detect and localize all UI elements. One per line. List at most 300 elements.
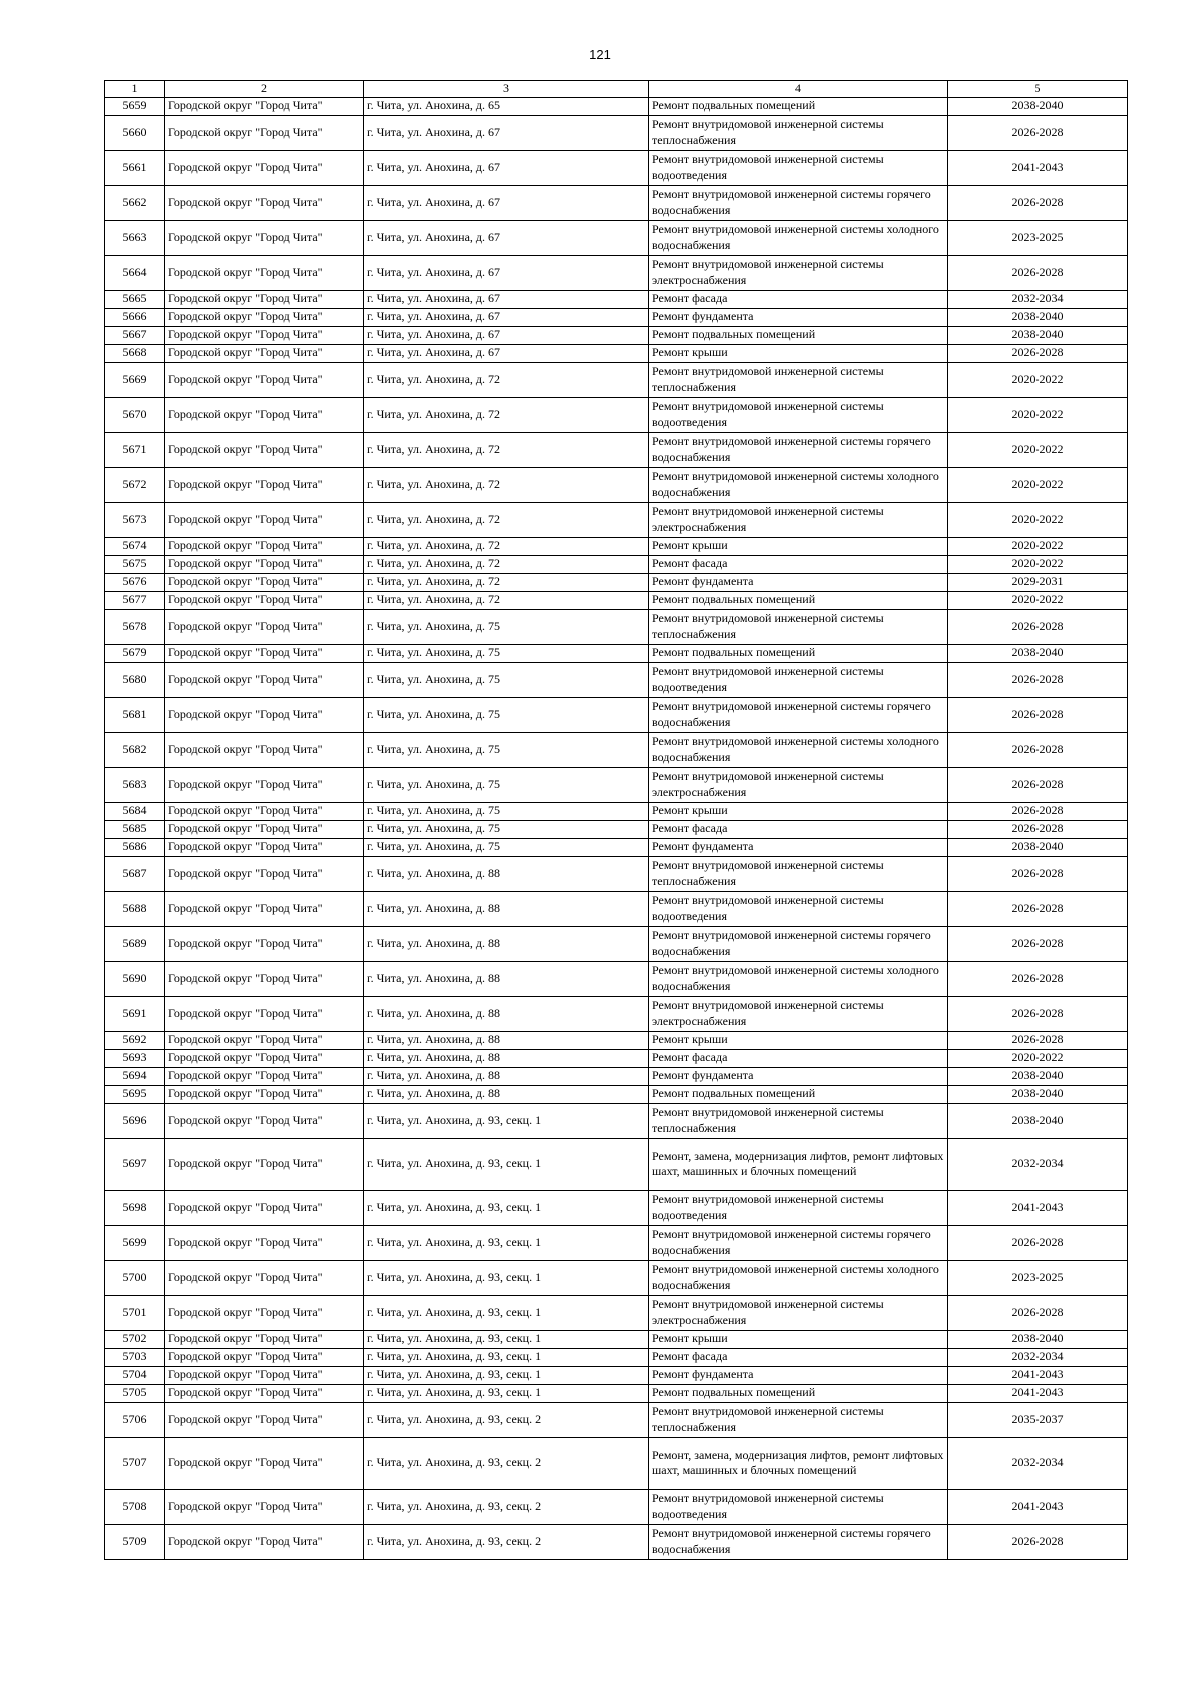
work-type-cell: Ремонт фасада: [649, 1348, 948, 1366]
work-type-cell: Ремонт внутридомовой инженерной системы водоотведения: [649, 397, 948, 432]
municipality-cell: Городской округ "Город Чита": [165, 1437, 364, 1489]
period-cell: 2026-2028: [948, 662, 1128, 697]
address-cell: г. Чита, ул. Анохина, д. 88: [364, 926, 649, 961]
period-cell: 2026-2028: [948, 115, 1128, 150]
period-cell: 2023-2025: [948, 1260, 1128, 1295]
row-number-cell: 5707: [105, 1437, 165, 1489]
work-type-cell: Ремонт внутридомовой инженерной системы горячего водоснабжения: [649, 926, 948, 961]
address-cell: г. Чита, ул. Анохина, д. 88: [364, 996, 649, 1031]
address-cell: г. Чита, ул. Анохина, д. 93, секц. 2: [364, 1524, 649, 1559]
period-cell: 2026-2028: [948, 996, 1128, 1031]
row-number-cell: 5679: [105, 644, 165, 662]
work-type-cell: Ремонт фундамента: [649, 1067, 948, 1085]
page-number: 121: [589, 47, 611, 62]
work-type-cell: Ремонт внутридомовой инженерной системы теплоснабжения: [649, 115, 948, 150]
municipality-cell: Городской округ "Город Чита": [165, 926, 364, 961]
period-cell: 2026-2028: [948, 1225, 1128, 1260]
period-cell: 2035-2037: [948, 1402, 1128, 1437]
work-type-cell: Ремонт внутридомовой инженерной системы водоотведения: [649, 1190, 948, 1225]
table-row: [105, 1330, 1128, 1348]
table-row: [105, 502, 1128, 537]
period-cell: 2020-2022: [948, 362, 1128, 397]
work-type-cell: Ремонт внутридомовой инженерной системы теплоснабжения: [649, 362, 948, 397]
row-number-cell: 5661: [105, 150, 165, 185]
table-row: [105, 537, 1128, 555]
period-cell: 2038-2040: [948, 644, 1128, 662]
table-row: [105, 220, 1128, 255]
address-cell: г. Чита, ул. Анохина, д. 93, секц. 1: [364, 1190, 649, 1225]
period-cell: 2026-2028: [948, 732, 1128, 767]
work-type-cell: Ремонт фундамента: [649, 1366, 948, 1384]
work-type-cell: Ремонт фасада: [649, 1049, 948, 1067]
work-type-cell: Ремонт внутридомовой инженерной системы электроснабжения: [649, 996, 948, 1031]
address-cell: г. Чита, ул. Анохина, д. 88: [364, 891, 649, 926]
row-number-cell: 5704: [105, 1366, 165, 1384]
work-type-cell: Ремонт внутридомовой инженерной системы водоотведения: [649, 662, 948, 697]
row-number-cell: 5678: [105, 609, 165, 644]
municipality-cell: Городской округ "Город Чита": [165, 856, 364, 891]
table-row: [105, 838, 1128, 856]
period-cell: 2026-2028: [948, 697, 1128, 732]
table-row: [105, 1489, 1128, 1524]
address-cell: г. Чита, ул. Анохина, д. 93, секц. 1: [364, 1366, 649, 1384]
work-type-cell: Ремонт внутридомовой инженерной системы водоотведения: [649, 1489, 948, 1524]
table-row: [105, 115, 1128, 150]
table-row: [105, 591, 1128, 609]
address-cell: г. Чита, ул. Анохина, д. 88: [364, 1067, 649, 1085]
address-cell: г. Чита, ул. Анохина, д. 93, секц. 2: [364, 1437, 649, 1489]
row-number-cell: 5682: [105, 732, 165, 767]
work-type-cell: Ремонт подвальных помещений: [649, 97, 948, 115]
period-cell: 2026-2028: [948, 767, 1128, 802]
row-number-cell: 5676: [105, 573, 165, 591]
municipality-cell: Городской округ "Город Чита": [165, 555, 364, 573]
table-row: [105, 1437, 1128, 1489]
table-row: [105, 926, 1128, 961]
period-cell: 2020-2022: [948, 502, 1128, 537]
period-cell: 2026-2028: [948, 891, 1128, 926]
row-number-cell: 5687: [105, 856, 165, 891]
municipality-cell: Городской округ "Город Чита": [165, 1384, 364, 1402]
work-type-cell: Ремонт внутридомовой инженерной системы водоотведения: [649, 150, 948, 185]
table-row: [105, 1085, 1128, 1103]
municipality-cell: Городской округ "Город Чита": [165, 1348, 364, 1366]
row-number-cell: 5672: [105, 467, 165, 502]
row-number-cell: 5683: [105, 767, 165, 802]
table-row: [105, 1225, 1128, 1260]
municipality-cell: Городской округ "Город Чита": [165, 1067, 364, 1085]
row-number-cell: 5689: [105, 926, 165, 961]
work-type-cell: Ремонт фасада: [649, 290, 948, 308]
address-cell: г. Чита, ул. Анохина, д. 72: [364, 591, 649, 609]
period-cell: 2026-2028: [948, 1524, 1128, 1559]
municipality-cell: Городской округ "Город Чита": [165, 1190, 364, 1225]
table-row: [105, 820, 1128, 838]
municipality-cell: Городской округ "Город Чита": [165, 1489, 364, 1524]
period-cell: 2020-2022: [948, 432, 1128, 467]
address-cell: г. Чита, ул. Анохина, д. 67: [364, 308, 649, 326]
municipality-cell: Городской округ "Город Чита": [165, 185, 364, 220]
row-number-cell: 5667: [105, 326, 165, 344]
table-row: [105, 1067, 1128, 1085]
work-type-cell: Ремонт внутридомовой инженерной системы теплоснабжения: [649, 609, 948, 644]
table-row: [105, 1049, 1128, 1067]
period-cell: 2026-2028: [948, 185, 1128, 220]
address-cell: г. Чита, ул. Анохина, д. 75: [364, 767, 649, 802]
municipality-cell: Городской округ "Город Чита": [165, 220, 364, 255]
table-row: [105, 1190, 1128, 1225]
address-cell: г. Чита, ул. Анохина, д. 67: [364, 326, 649, 344]
period-cell: 2038-2040: [948, 1067, 1128, 1085]
work-type-cell: Ремонт подвальных помещений: [649, 1384, 948, 1402]
municipality-cell: Городской округ "Город Чита": [165, 326, 364, 344]
period-cell: 2020-2022: [948, 1049, 1128, 1067]
address-cell: г. Чита, ул. Анохина, д. 67: [364, 344, 649, 362]
work-type-cell: Ремонт внутридомовой инженерной системы теплоснабжения: [649, 856, 948, 891]
work-type-cell: Ремонт, замена, модернизация лифтов, ремонт лифтовых шахт, машинных и блочных помещений: [649, 1437, 948, 1489]
row-number-cell: 5695: [105, 1085, 165, 1103]
row-number-cell: 5665: [105, 290, 165, 308]
municipality-cell: Городской округ "Город Чита": [165, 467, 364, 502]
municipality-cell: Городской округ "Город Чита": [165, 1049, 364, 1067]
work-type-cell: Ремонт внутридомовой инженерной системы теплоснабжения: [649, 1103, 948, 1138]
row-number-cell: 5701: [105, 1295, 165, 1330]
work-type-cell: Ремонт фундамента: [649, 308, 948, 326]
period-cell: 2026-2028: [948, 820, 1128, 838]
row-number-cell: 5681: [105, 697, 165, 732]
period-cell: 2020-2022: [948, 591, 1128, 609]
table-row: [105, 97, 1128, 115]
municipality-cell: Городской округ "Город Чита": [165, 432, 364, 467]
municipality-cell: Городской округ "Город Чита": [165, 397, 364, 432]
header-col-4: 4: [649, 81, 948, 98]
period-cell: 2026-2028: [948, 1295, 1128, 1330]
address-cell: г. Чита, ул. Анохина, д. 67: [364, 255, 649, 290]
work-type-cell: Ремонт внутридомовой инженерной системы горячего водоснабжения: [649, 1225, 948, 1260]
address-cell: г. Чита, ул. Анохина, д. 72: [364, 467, 649, 502]
work-type-cell: Ремонт подвальных помещений: [649, 326, 948, 344]
table-row: [105, 1348, 1128, 1366]
row-number-cell: 5700: [105, 1260, 165, 1295]
table-row: [105, 1260, 1128, 1295]
address-cell: г. Чита, ул. Анохина, д. 67: [364, 220, 649, 255]
table-row: [105, 891, 1128, 926]
row-number-cell: 5675: [105, 555, 165, 573]
table-row: [105, 308, 1128, 326]
address-cell: г. Чита, ул. Анохина, д. 93, секц. 1: [364, 1330, 649, 1348]
municipality-cell: Городской округ "Город Чита": [165, 362, 364, 397]
period-cell: 2032-2034: [948, 290, 1128, 308]
municipality-cell: Городской округ "Город Чита": [165, 255, 364, 290]
address-cell: г. Чита, ул. Анохина, д. 88: [364, 961, 649, 996]
row-number-cell: 5703: [105, 1348, 165, 1366]
table-row: [105, 961, 1128, 996]
work-type-cell: Ремонт крыши: [649, 344, 948, 362]
municipality-cell: Городской округ "Город Чита": [165, 1366, 364, 1384]
municipality-cell: Городской округ "Город Чита": [165, 308, 364, 326]
period-cell: 2020-2022: [948, 537, 1128, 555]
work-type-cell: Ремонт фасада: [649, 555, 948, 573]
row-number-cell: 5677: [105, 591, 165, 609]
work-type-cell: Ремонт фундамента: [649, 838, 948, 856]
row-number-cell: 5685: [105, 820, 165, 838]
work-type-cell: Ремонт крыши: [649, 1330, 948, 1348]
work-type-cell: Ремонт внутридомовой инженерной системы холодного водоснабжения: [649, 1260, 948, 1295]
municipality-cell: Городской округ "Город Чита": [165, 115, 364, 150]
table-row: [105, 1402, 1128, 1437]
header-row: [105, 81, 1128, 98]
row-number-cell: 5708: [105, 1489, 165, 1524]
row-number-cell: 5670: [105, 397, 165, 432]
row-number-cell: 5666: [105, 308, 165, 326]
municipality-cell: Городской округ "Город Чита": [165, 537, 364, 555]
address-cell: г. Чита, ул. Анохина, д. 67: [364, 290, 649, 308]
row-number-cell: 5705: [105, 1384, 165, 1402]
table-row: [105, 326, 1128, 344]
address-cell: г. Чита, ул. Анохина, д. 72: [364, 362, 649, 397]
row-number-cell: 5699: [105, 1225, 165, 1260]
table-row: [105, 397, 1128, 432]
address-cell: г. Чита, ул. Анохина, д. 93, секц. 2: [364, 1402, 649, 1437]
municipality-cell: Городской округ "Город Чита": [165, 1031, 364, 1049]
period-cell: 2032-2034: [948, 1348, 1128, 1366]
table-row: [105, 432, 1128, 467]
table-row: [105, 185, 1128, 220]
work-type-cell: Ремонт внутридомовой инженерной системы горячего водоснабжения: [649, 697, 948, 732]
table-row: [105, 1295, 1128, 1330]
table-row: [105, 150, 1128, 185]
period-cell: 2038-2040: [948, 326, 1128, 344]
municipality-cell: Городской округ "Город Чита": [165, 1103, 364, 1138]
table-row: [105, 1366, 1128, 1384]
header-col-2: 2: [165, 81, 364, 98]
table-row: [105, 644, 1128, 662]
row-number-cell: 5690: [105, 961, 165, 996]
address-cell: г. Чита, ул. Анохина, д. 93, секц. 1: [364, 1103, 649, 1138]
address-cell: г. Чита, ул. Анохина, д. 65: [364, 97, 649, 115]
address-cell: г. Чита, ул. Анохина, д. 93, секц. 1: [364, 1295, 649, 1330]
address-cell: г. Чита, ул. Анохина, д. 75: [364, 644, 649, 662]
row-number-cell: 5702: [105, 1330, 165, 1348]
row-number-cell: 5684: [105, 802, 165, 820]
address-cell: г. Чита, ул. Анохина, д. 75: [364, 838, 649, 856]
municipality-cell: Городской округ "Город Чита": [165, 1330, 364, 1348]
table-row: [105, 1524, 1128, 1559]
period-cell: 2038-2040: [948, 97, 1128, 115]
municipality-cell: Городской округ "Город Чита": [165, 1402, 364, 1437]
address-cell: г. Чита, ул. Анохина, д. 72: [364, 573, 649, 591]
municipality-cell: Городской округ "Город Чита": [165, 344, 364, 362]
address-cell: г. Чита, ул. Анохина, д. 72: [364, 502, 649, 537]
table-row: [105, 1138, 1128, 1190]
address-cell: г. Чита, ул. Анохина, д. 75: [364, 732, 649, 767]
municipality-cell: Городской округ "Город Чита": [165, 891, 364, 926]
row-number-cell: 5706: [105, 1402, 165, 1437]
municipality-cell: Городской округ "Город Чита": [165, 1260, 364, 1295]
work-type-cell: Ремонт крыши: [649, 1031, 948, 1049]
work-type-cell: Ремонт подвальных помещений: [649, 1085, 948, 1103]
period-cell: 2038-2040: [948, 1085, 1128, 1103]
address-cell: г. Чита, ул. Анохина, д. 72: [364, 555, 649, 573]
row-number-cell: 5659: [105, 97, 165, 115]
table-row: [105, 1384, 1128, 1402]
table-row: [105, 802, 1128, 820]
work-type-cell: Ремонт внутридомовой инженерной системы водоотведения: [649, 891, 948, 926]
address-cell: г. Чита, ул. Анохина, д. 67: [364, 185, 649, 220]
work-type-cell: Ремонт внутридомовой инженерной системы холодного водоснабжения: [649, 467, 948, 502]
municipality-cell: Городской округ "Город Чита": [165, 97, 364, 115]
period-cell: 2026-2028: [948, 961, 1128, 996]
row-number-cell: 5693: [105, 1049, 165, 1067]
address-cell: г. Чита, ул. Анохина, д. 72: [364, 537, 649, 555]
header-col-5: 5: [948, 81, 1128, 98]
row-number-cell: 5660: [105, 115, 165, 150]
work-type-cell: Ремонт крыши: [649, 802, 948, 820]
row-number-cell: 5664: [105, 255, 165, 290]
period-cell: 2041-2043: [948, 1489, 1128, 1524]
table-row: [105, 255, 1128, 290]
municipality-cell: Городской округ "Город Чита": [165, 609, 364, 644]
address-cell: г. Чита, ул. Анохина, д. 75: [364, 697, 649, 732]
table-row: [105, 609, 1128, 644]
work-type-cell: Ремонт внутридомовой инженерной системы теплоснабжения: [649, 1402, 948, 1437]
work-type-cell: Ремонт фундамента: [649, 573, 948, 591]
row-number-cell: 5671: [105, 432, 165, 467]
municipality-cell: Городской округ "Город Чита": [165, 767, 364, 802]
row-number-cell: 5694: [105, 1067, 165, 1085]
address-cell: г. Чита, ул. Анохина, д. 93, секц. 2: [364, 1489, 649, 1524]
period-cell: 2026-2028: [948, 255, 1128, 290]
period-cell: 2038-2040: [948, 838, 1128, 856]
municipality-cell: Городской округ "Город Чита": [165, 732, 364, 767]
table-row: [105, 732, 1128, 767]
address-cell: г. Чита, ул. Анохина, д. 75: [364, 609, 649, 644]
period-cell: 2041-2043: [948, 150, 1128, 185]
row-number-cell: 5709: [105, 1524, 165, 1559]
table-row: [105, 1103, 1128, 1138]
municipality-cell: Городской округ "Город Чита": [165, 1225, 364, 1260]
work-type-cell: Ремонт внутридомовой инженерной системы электроснабжения: [649, 1295, 948, 1330]
work-type-cell: Ремонт внутридомовой инженерной системы горячего водоснабжения: [649, 1524, 948, 1559]
address-cell: г. Чита, ул. Анохина, д. 93, секц. 1: [364, 1138, 649, 1190]
address-cell: г. Чита, ул. Анохина, д. 67: [364, 150, 649, 185]
period-cell: 2023-2025: [948, 220, 1128, 255]
municipality-cell: Городской округ "Город Чита": [165, 1085, 364, 1103]
address-cell: г. Чита, ул. Анохина, д. 72: [364, 397, 649, 432]
row-number-cell: 5698: [105, 1190, 165, 1225]
table-body: [105, 97, 1128, 1559]
address-cell: г. Чита, ул. Анохина, д. 67: [364, 115, 649, 150]
table-row: [105, 467, 1128, 502]
work-type-cell: Ремонт внутридомовой инженерной системы горячего водоснабжения: [649, 185, 948, 220]
work-type-cell: Ремонт внутридомовой инженерной системы холодного водоснабжения: [649, 961, 948, 996]
table-row: [105, 856, 1128, 891]
municipality-cell: Городской округ "Город Чита": [165, 290, 364, 308]
address-cell: г. Чита, ул. Анохина, д. 75: [364, 802, 649, 820]
work-type-cell: Ремонт внутридомовой инженерной системы электроснабжения: [649, 767, 948, 802]
capital-repair-table: [104, 80, 1128, 1560]
row-number-cell: 5692: [105, 1031, 165, 1049]
period-cell: 2038-2040: [948, 1330, 1128, 1348]
address-cell: г. Чита, ул. Анохина, д. 93, секц. 1: [364, 1384, 649, 1402]
municipality-cell: Городской округ "Город Чита": [165, 150, 364, 185]
municipality-cell: Городской округ "Город Чита": [165, 996, 364, 1031]
period-cell: 2032-2034: [948, 1437, 1128, 1489]
address-cell: г. Чита, ул. Анохина, д. 88: [364, 1049, 649, 1067]
row-number-cell: 5674: [105, 537, 165, 555]
period-cell: 2026-2028: [948, 926, 1128, 961]
work-type-cell: Ремонт внутридомовой инженерной системы холодного водоснабжения: [649, 732, 948, 767]
row-number-cell: 5696: [105, 1103, 165, 1138]
table-row: [105, 555, 1128, 573]
period-cell: 2041-2043: [948, 1366, 1128, 1384]
table-row: [105, 1031, 1128, 1049]
municipality-cell: Городской округ "Город Чита": [165, 1524, 364, 1559]
table-row: [105, 996, 1128, 1031]
period-cell: 2038-2040: [948, 308, 1128, 326]
work-type-cell: Ремонт внутридомовой инженерной системы электроснабжения: [649, 255, 948, 290]
header-col-3: 3: [364, 81, 649, 98]
period-cell: 2026-2028: [948, 802, 1128, 820]
municipality-cell: Городской округ "Город Чита": [165, 1138, 364, 1190]
address-cell: г. Чита, ул. Анохина, д. 93, секц. 1: [364, 1348, 649, 1366]
period-cell: 2038-2040: [948, 1103, 1128, 1138]
municipality-cell: Городской округ "Город Чита": [165, 820, 364, 838]
row-number-cell: 5668: [105, 344, 165, 362]
row-number-cell: 5697: [105, 1138, 165, 1190]
row-number-cell: 5688: [105, 891, 165, 926]
address-cell: г. Чита, ул. Анохина, д. 75: [364, 820, 649, 838]
row-number-cell: 5680: [105, 662, 165, 697]
address-cell: г. Чита, ул. Анохина, д. 93, секц. 1: [364, 1260, 649, 1295]
table-row: [105, 767, 1128, 802]
municipality-cell: Городской округ "Город Чита": [165, 591, 364, 609]
period-cell: 2041-2043: [948, 1190, 1128, 1225]
work-type-cell: Ремонт фасада: [649, 820, 948, 838]
address-cell: г. Чита, ул. Анохина, д. 93, секц. 1: [364, 1225, 649, 1260]
address-cell: г. Чита, ул. Анохина, д. 75: [364, 662, 649, 697]
row-number-cell: 5673: [105, 502, 165, 537]
row-number-cell: 5686: [105, 838, 165, 856]
period-cell: 2026-2028: [948, 856, 1128, 891]
table-row: [105, 573, 1128, 591]
table-row: [105, 662, 1128, 697]
municipality-cell: Городской округ "Город Чита": [165, 573, 364, 591]
row-number-cell: 5691: [105, 996, 165, 1031]
row-number-cell: 5669: [105, 362, 165, 397]
period-cell: 2020-2022: [948, 397, 1128, 432]
address-cell: г. Чита, ул. Анохина, д. 88: [364, 1085, 649, 1103]
municipality-cell: Городской округ "Город Чита": [165, 838, 364, 856]
municipality-cell: Городской округ "Город Чита": [165, 1295, 364, 1330]
municipality-cell: Городской округ "Город Чита": [165, 802, 364, 820]
municipality-cell: Городской округ "Город Чита": [165, 961, 364, 996]
period-cell: 2041-2043: [948, 1384, 1128, 1402]
work-type-cell: Ремонт крыши: [649, 537, 948, 555]
period-cell: 2026-2028: [948, 609, 1128, 644]
table-row: [105, 697, 1128, 732]
municipality-cell: Городской округ "Город Чита": [165, 662, 364, 697]
address-cell: г. Чита, ул. Анохина, д. 88: [364, 856, 649, 891]
table-row: [105, 344, 1128, 362]
row-number-cell: 5663: [105, 220, 165, 255]
period-cell: 2026-2028: [948, 1031, 1128, 1049]
work-type-cell: Ремонт подвальных помещений: [649, 644, 948, 662]
period-cell: 2029-2031: [948, 573, 1128, 591]
period-cell: 2032-2034: [948, 1138, 1128, 1190]
period-cell: 2020-2022: [948, 555, 1128, 573]
work-type-cell: Ремонт внутридомовой инженерной системы холодного водоснабжения: [649, 220, 948, 255]
